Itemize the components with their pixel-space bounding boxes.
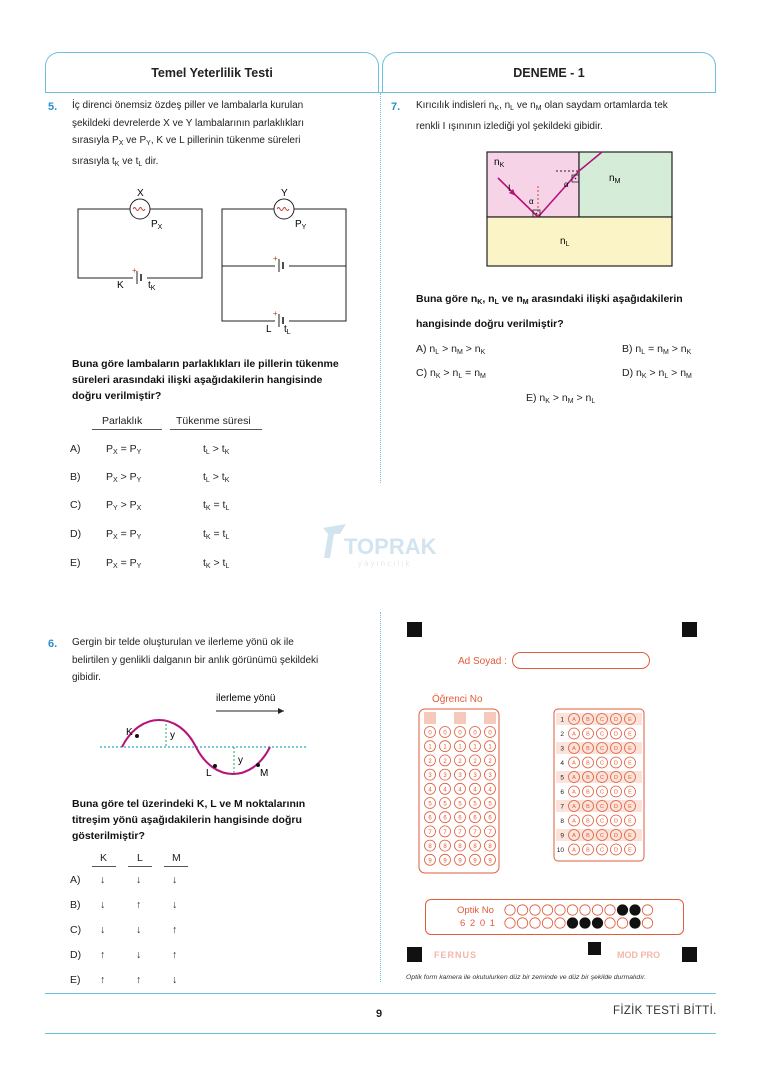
k-arrow: ↑ — [100, 974, 106, 986]
tl-label: $t_L$ — [284, 324, 291, 336]
answer-bubble-letter: E — [628, 731, 632, 738]
option-brightness: $P_X = P_Y$ — [106, 557, 142, 570]
optik-bubble[interactable] — [642, 918, 652, 928]
k-arrow: ↑ — [100, 949, 106, 961]
point-k-label: K — [126, 727, 133, 738]
point-m-label: M — [260, 768, 269, 779]
q5-line-1: İç direnci önemsiz özdeş piller ve lambalarla kurulan — [72, 100, 304, 111]
q6-question-1: Buna göre tel üzerindeki K, L ve M noktalarının — [72, 798, 306, 810]
answer-bubble-letter: B — [586, 775, 590, 782]
optik-bubble-filled[interactable] — [630, 918, 640, 928]
py-label: $P_Y$ — [295, 219, 307, 231]
answer-row-number: 6 — [560, 789, 564, 796]
m-arrow: ↓ — [172, 974, 178, 986]
answer-bubble-letter: E — [628, 746, 632, 753]
student-bubble-digit: 4 — [458, 787, 462, 794]
option-letter: B) — [70, 471, 81, 483]
m-arrow: ↑ — [172, 949, 178, 961]
l-arrow: ↑ — [136, 974, 142, 986]
student-bubble-digit: 5 — [473, 801, 477, 808]
student-bubble-digit: 9 — [473, 858, 477, 865]
q7-option-a[interactable]: A) $n_L > n_M > n_K$ — [416, 343, 486, 356]
answer-bubble-letter: A — [572, 847, 576, 854]
student-bubble-digit: 5 — [488, 801, 492, 808]
answer-bubble-letter: C — [600, 833, 604, 840]
student-bubble-digit: 3 — [443, 773, 447, 780]
q6-text — [72, 634, 372, 687]
answer-bubble-letter: E — [628, 833, 632, 840]
header-left-tab — [45, 52, 379, 92]
tk-label: $t_K$ — [148, 280, 156, 292]
student-bubble-digit: 6 — [473, 815, 477, 822]
q6-line-1: Gergin bir telde oluşturulan ve ilerleme yönü ok ile — [72, 637, 294, 648]
optik-bubble[interactable] — [567, 905, 577, 915]
optik-bubble[interactable] — [505, 905, 515, 915]
modpro-logo: MOD PRO — [617, 950, 661, 960]
q7-text — [416, 97, 716, 135]
answer-bubble-letter: E — [628, 804, 632, 811]
answer-bubble-letter: B — [586, 746, 590, 753]
amp-y-2: y — [238, 755, 243, 766]
student-bubble-digit: 7 — [428, 829, 432, 836]
watermark-sub: yayıncılık — [358, 559, 412, 568]
answer-bubble-letter: C — [600, 804, 604, 811]
q5-col-parlaklik: Parlaklık — [102, 415, 143, 427]
test-end-text: FİZİK TESTİ BİTTİ. — [613, 1005, 717, 1017]
student-bubble-digit: 5 — [458, 801, 462, 808]
q7-question-2: hangisinde doğru verilmiştir? — [416, 318, 564, 330]
option-letter: C) — [70, 499, 82, 511]
header-right-title: DENEME - 1 — [513, 65, 585, 80]
student-bubble-digit: 3 — [458, 773, 462, 780]
student-bubble-digit: 0 — [443, 730, 447, 737]
footer-line-top — [45, 993, 716, 994]
q6-col-underline-3 — [164, 866, 188, 867]
q7-line-2: renkli I ışınının izlediği yol şekildeki gibidir. — [416, 120, 603, 132]
nk-label: $n_K$ — [494, 157, 505, 169]
optik-bubble-filled[interactable] — [592, 918, 602, 928]
student-bubble-digit: 8 — [488, 844, 492, 851]
answer-bubble-letter: D — [614, 804, 618, 811]
q5-line-2: şekildeki devrelerde X ve Y lambalarının parlaklıkları — [72, 117, 304, 129]
q5-question-2: süreleri arasındaki ilişki aşağıdakilerin hangisinde — [72, 374, 323, 386]
option-brightness: $P_Y > P_X$ — [106, 499, 142, 512]
q6-col-underline-2 — [128, 866, 152, 867]
m-arrow: ↑ — [172, 924, 178, 936]
answer-row-number: 9 — [560, 832, 564, 840]
optik-bubble-filled[interactable] — [580, 918, 590, 928]
student-bubble-digit: 2 — [443, 758, 447, 765]
optic-corner-marker-tl — [407, 622, 422, 637]
student-bubble-digit: 1 — [473, 744, 477, 751]
q6-col-underline-1 — [92, 866, 116, 867]
q6-question-2: titreşim yönü aşağıdakilerin hangisinde doğru — [72, 814, 302, 826]
answer-bubble-letter: D — [614, 731, 618, 738]
answer-bubble-letter: A — [572, 746, 576, 753]
answer-bubble-letter: B — [586, 847, 590, 854]
answer-bubble-letter: C — [600, 731, 604, 738]
optic-corner-marker-bl — [407, 947, 422, 962]
q7-option-e[interactable]: E) $n_K > n_M > n_L$ — [526, 392, 596, 405]
optic-corner-marker-br — [682, 947, 697, 962]
name-input[interactable] — [512, 652, 650, 669]
option-letter: A) — [70, 443, 81, 455]
student-bubble-digit: 4 — [443, 787, 447, 794]
optic-note: Optik form kamera ile okutulurken düz bir zeminde ve düz bir şekilde durmalıdır. — [406, 974, 647, 981]
answer-bubble-letter: E — [628, 717, 632, 724]
q5-line-3: sırasıyla $P_X$ ve $P_Y$, K ve L pillerinin tükenme süreleri — [72, 135, 301, 147]
q5-circuit-figure — [70, 180, 360, 340]
student-no-grid — [418, 708, 500, 874]
answer-bubble-letter: D — [614, 818, 618, 825]
student-bubble-digit: 4 — [488, 787, 492, 794]
student-bubble-digit: 2 — [428, 758, 432, 765]
answer-bubble-letter: D — [614, 847, 618, 854]
q6-wave-figure — [100, 688, 310, 783]
student-bubble-digit: 0 — [473, 730, 477, 737]
student-bubble-digit: 8 — [458, 844, 462, 851]
option-brightness: $P_X = P_Y$ — [106, 528, 142, 541]
q7-question — [416, 291, 716, 332]
student-bubble-digit: 8 — [473, 844, 477, 851]
k-arrow: ↓ — [100, 899, 106, 911]
optik-bubble[interactable] — [555, 905, 565, 915]
q6-col-l: L — [137, 852, 143, 864]
k-arrow: ↓ — [100, 874, 106, 886]
answer-row-number: 5 — [560, 774, 564, 782]
optik-bubble[interactable] — [555, 918, 565, 928]
battery-l-plus: + — [273, 309, 278, 318]
q5-line-4: sırasıyla $t_K$ ve $t_L$ dir. — [72, 155, 159, 168]
student-bubble-digit: 2 — [458, 758, 462, 765]
student-bubble-digit: 1 — [458, 744, 462, 751]
optik-bubble[interactable] — [592, 905, 602, 915]
student-bubble-digit: 3 — [428, 773, 432, 780]
q6-col-m: M — [172, 852, 181, 864]
l-arrow: ↓ — [136, 949, 142, 961]
student-bubble-digit: 0 — [488, 730, 492, 737]
m-arrow: ↓ — [172, 899, 178, 911]
px-label: $P_X$ — [151, 219, 163, 231]
q5-col-underline-2 — [170, 429, 262, 430]
page-number: 9 — [376, 1008, 383, 1020]
answer-row-number: 7 — [560, 803, 564, 811]
answer-bubble-letter: B — [586, 717, 590, 724]
answer-bubble-letter: C — [600, 775, 604, 782]
q7-option-c[interactable]: C) $n_K > n_L = n_M$ — [416, 367, 486, 380]
answer-bubble-letter: A — [572, 833, 576, 840]
answer-bubble-letter: D — [614, 717, 618, 724]
toprak-watermark-logo — [318, 518, 448, 578]
optik-bubble[interactable] — [617, 918, 627, 928]
optik-bubble-filled[interactable] — [630, 905, 640, 915]
answer-bubble-letter: D — [614, 789, 618, 796]
k-arrow: ↓ — [100, 924, 106, 936]
direction-label: ilerleme yönü — [216, 693, 276, 704]
q6-number: 6. — [48, 638, 58, 650]
battery-mid-plus: + — [273, 254, 278, 263]
optik-bubble[interactable] — [605, 918, 615, 928]
q7-number: 7. — [391, 101, 401, 113]
answer-bubble-letter: D — [614, 760, 618, 767]
q7-refraction-figure — [486, 151, 673, 267]
optik-bubble[interactable] — [542, 918, 552, 928]
answer-row-number: 2 — [560, 731, 564, 738]
option-duration: $t_K = t_L$ — [203, 528, 230, 541]
student-bubble-digit: 5 — [428, 801, 432, 808]
student-bubble-digit: 3 — [473, 773, 477, 780]
answer-bubble-letter: B — [586, 818, 590, 825]
optik-bubble[interactable] — [642, 905, 652, 915]
student-bubble-digit: 6 — [428, 815, 432, 822]
answer-bubble-letter: D — [614, 746, 618, 753]
student-bubble-digit: 4 — [473, 787, 477, 794]
student-bubble-digit: 7 — [473, 829, 477, 836]
answer-bubble-letter: A — [572, 818, 576, 825]
student-bubble-digit: 4 — [428, 787, 432, 794]
student-column-header — [484, 712, 496, 724]
optik-no-bubbles — [500, 903, 660, 931]
student-column-header — [454, 712, 466, 724]
option-duration: $t_L > t_K$ — [203, 471, 230, 484]
ray-i-label: I — [508, 183, 511, 193]
column-divider-top — [380, 93, 381, 483]
answer-bubble-letter: C — [600, 818, 604, 825]
option-letter: D) — [70, 528, 82, 540]
answer-bubble-letter: C — [600, 717, 604, 724]
nl-label: $n_L$ — [560, 236, 570, 248]
alpha-1: α — [529, 197, 534, 206]
fernus-logo: FERNUS — [434, 950, 478, 960]
answer-bubble-letter: E — [628, 847, 632, 854]
m-arrow: ↓ — [172, 874, 178, 886]
answer-bubble-letter: E — [628, 818, 632, 825]
answer-bubble-letter: B — [586, 833, 590, 840]
optik-no-number: 6 2 0 1 — [460, 918, 497, 929]
q5-text — [72, 97, 372, 173]
student-bubble-digit: 8 — [428, 844, 432, 851]
q5-col-tukenme: Tükenme süresi — [176, 415, 251, 427]
q6-line-2: belirtilen y genlikli dalganın bir anlık görünümü şekildeki — [72, 654, 319, 666]
option-letter: B) — [70, 899, 81, 911]
lamp-x-label: X — [137, 188, 144, 199]
q5-number: 5. — [48, 101, 58, 113]
option-brightness: $P_X > P_Y$ — [106, 471, 142, 484]
optic-corner-marker-bm — [588, 942, 601, 955]
column-divider-bottom — [380, 612, 381, 982]
l-arrow: ↑ — [136, 899, 142, 911]
answer-bubble-letter: D — [614, 833, 618, 840]
battery-l-label: L — [266, 324, 272, 335]
student-bubble-digit: 2 — [488, 758, 492, 765]
answer-bubble-letter: E — [628, 789, 632, 796]
student-bubble-digit: 9 — [488, 858, 492, 865]
optik-bubble[interactable] — [517, 905, 527, 915]
answer-grid — [553, 708, 645, 862]
q5-question — [72, 356, 372, 404]
student-bubble-digit: 9 — [458, 858, 462, 865]
answer-bubble-letter: A — [572, 789, 576, 796]
answer-bubble-letter: C — [600, 847, 604, 854]
answer-bubble-letter: C — [600, 789, 604, 796]
answer-bubble-letter: A — [572, 731, 576, 738]
option-duration: $t_L > t_K$ — [203, 443, 230, 456]
student-bubble-digit: 9 — [443, 858, 447, 865]
point-l-label: L — [206, 768, 212, 779]
header-left-title: Temel Yeterlilik Testi — [151, 65, 273, 80]
student-bubble-digit: 7 — [458, 829, 462, 836]
q7-option-b[interactable]: B) $n_L = n_M > n_K$ — [622, 343, 692, 356]
nm-label: $n_M$ — [609, 173, 621, 185]
student-bubble-digit: 2 — [473, 758, 477, 765]
q6-col-k: K — [100, 852, 108, 864]
q6-line-3: gibidir. — [72, 672, 101, 683]
q5-question-1: Buna göre lambaların parlaklıkları ile pillerin tükenme — [72, 358, 339, 370]
l-arrow: ↓ — [136, 874, 142, 886]
option-letter: E) — [70, 557, 81, 569]
student-bubble-digit: 7 — [488, 829, 492, 836]
footer-line-bottom — [45, 1033, 716, 1034]
optik-bubble[interactable] — [580, 905, 590, 915]
answer-bubble-letter: B — [586, 804, 590, 811]
student-bubble-digit: 1 — [443, 744, 447, 751]
q7-question-1: Buna göre $n_K$, $n_L$ ve $n_M$ arasındaki ilişki aşağıdakilerin — [416, 293, 683, 306]
optik-bubble[interactable] — [517, 918, 527, 928]
student-no-label: Öğrenci No — [432, 694, 483, 705]
option-letter: D) — [70, 949, 82, 961]
name-label: Ad Soyad : — [458, 656, 507, 667]
optik-bubble[interactable] — [505, 918, 515, 928]
answer-bubble-letter: C — [600, 746, 604, 753]
header-right-tab — [382, 52, 716, 92]
q5-question-3: doğru verilmiştir? — [72, 390, 162, 402]
option-brightness: $P_X = P_Y$ — [106, 443, 142, 456]
optic-corner-marker-tr — [682, 622, 697, 637]
answer-row-number: 10 — [556, 847, 564, 854]
student-bubble-digit: 7 — [443, 829, 447, 836]
student-bubble-digit: 0 — [428, 730, 432, 737]
student-column-header — [424, 712, 436, 724]
optik-bubble[interactable] — [530, 905, 540, 915]
optik-bubble[interactable] — [542, 905, 552, 915]
student-bubble-digit: 3 — [488, 773, 492, 780]
watermark-brand: TOPRAK — [344, 534, 437, 559]
option-letter: E) — [70, 974, 81, 986]
q7-line-1: Kırıcılık indisleri $n_K$, $n_L$ ve $n_M$ olan saydam ortamlarda tek — [416, 100, 668, 112]
answer-bubble-letter: A — [572, 775, 576, 782]
option-duration: $t_K = t_L$ — [203, 499, 230, 512]
q6-question-3: gösterilmiştir? — [72, 830, 145, 842]
student-bubble-digit: 9 — [428, 858, 432, 865]
answer-bubble-letter: C — [600, 760, 604, 767]
answer-row-number: 1 — [560, 716, 564, 724]
student-bubble-digit: 1 — [488, 744, 492, 751]
answer-bubble-letter: B — [586, 789, 590, 796]
student-bubble-digit: 6 — [443, 815, 447, 822]
amp-y-1: y — [170, 730, 175, 741]
optik-bubble[interactable] — [605, 905, 615, 915]
battery-k-plus: + — [132, 266, 137, 275]
q5-col-underline-1 — [92, 429, 162, 430]
student-bubble-digit: 0 — [458, 730, 462, 737]
answer-bubble-letter: B — [586, 760, 590, 767]
answer-bubble-letter: A — [572, 760, 576, 767]
lamp-y-label: Y — [281, 188, 288, 199]
q6-question — [72, 796, 372, 844]
optik-bubble[interactable] — [530, 918, 540, 928]
student-bubble-digit: 8 — [443, 844, 447, 851]
l-arrow: ↓ — [136, 924, 142, 936]
option-letter: C) — [70, 924, 82, 936]
optik-bubble-filled[interactable] — [567, 918, 577, 928]
answer-bubble-letter: D — [614, 775, 618, 782]
answer-row-number: 4 — [560, 760, 564, 767]
answer-bubble-letter: B — [586, 731, 590, 738]
option-letter: A) — [70, 874, 81, 886]
answer-bubble-letter: E — [628, 775, 632, 782]
student-column-header — [469, 712, 481, 724]
answer-bubble-letter: A — [572, 717, 576, 724]
student-bubble-digit: 5 — [443, 801, 447, 808]
student-bubble-digit: 1 — [428, 744, 432, 751]
student-bubble-digit: 6 — [458, 815, 462, 822]
alpha-2: α — [564, 180, 569, 189]
student-bubble-digit: 6 — [488, 815, 492, 822]
option-duration: $t_K > t_L$ — [203, 557, 230, 570]
optik-no-label: Optik No — [457, 905, 494, 916]
student-column-header — [439, 712, 451, 724]
battery-k-label: K — [117, 280, 124, 291]
answer-row-number: 8 — [560, 818, 564, 825]
answer-row-number: 3 — [560, 745, 564, 753]
q7-option-d[interactable]: D) $n_K > n_L > n_M$ — [622, 367, 692, 380]
answer-bubble-letter: E — [628, 760, 632, 767]
optik-bubble-filled[interactable] — [617, 905, 627, 915]
answer-bubble-letter: A — [572, 804, 576, 811]
